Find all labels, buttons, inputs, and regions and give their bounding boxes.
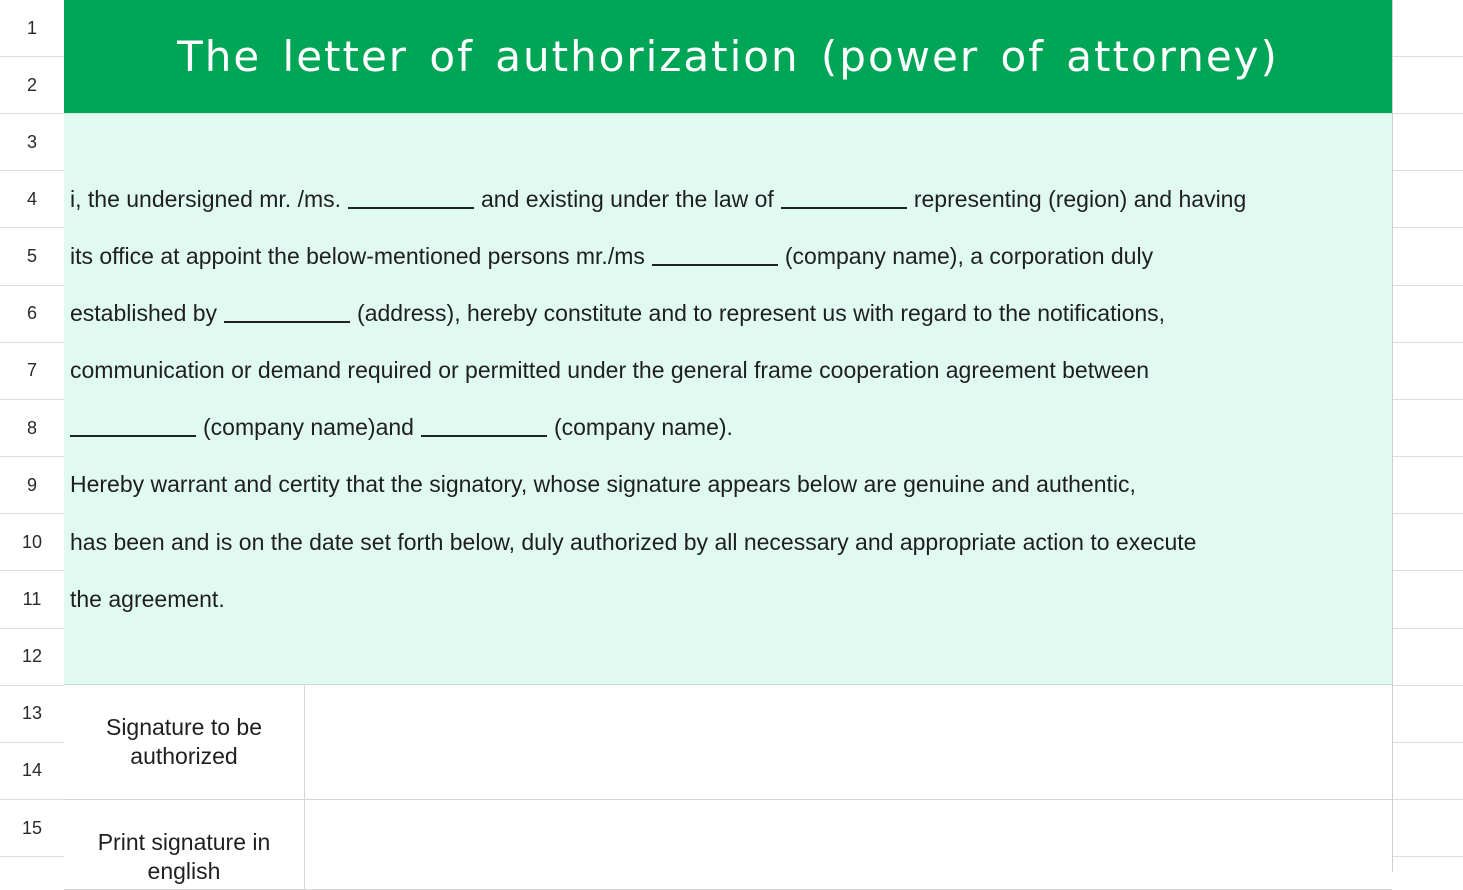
row-number[interactable]: 4: [0, 171, 64, 228]
grid-cell[interactable]: [1393, 743, 1463, 800]
row-number[interactable]: 5: [0, 229, 64, 286]
grid-cell[interactable]: [1393, 0, 1463, 57]
print-signature-label-cell[interactable]: [64, 800, 305, 890]
row-number[interactable]: 10: [0, 514, 64, 571]
blank-field[interactable]: [224, 305, 350, 323]
line-text: Hereby warrant and certity that the signatory, whose signature appears below are genuine and authentic,: [70, 471, 1136, 497]
text-line-7: [70, 514, 1196, 571]
signature-value-cell[interactable]: [305, 685, 1392, 800]
grid-cell[interactable]: [1393, 286, 1463, 343]
row-number[interactable]: 13: [0, 686, 64, 743]
text-line-8: [70, 571, 225, 628]
line-text: (company name), a corporation duly: [784, 243, 1154, 269]
grid-cell[interactable]: [1393, 229, 1463, 286]
grid-cell[interactable]: [1393, 400, 1463, 457]
grid-cell[interactable]: [1393, 800, 1463, 857]
line-text: representing (region) and having: [913, 186, 1247, 212]
text-line-1: [70, 171, 1246, 228]
line-text: (company name)and: [203, 414, 414, 440]
line-text: and existing under the law of: [481, 186, 774, 212]
signature-label-cell[interactable]: [64, 685, 305, 800]
grid-cell[interactable]: [1393, 629, 1463, 686]
blank-field[interactable]: [421, 419, 547, 437]
grid-cell[interactable]: [1393, 114, 1463, 171]
grid-cell[interactable]: [1393, 57, 1463, 114]
signature-label: Signature to be authorized: [105, 714, 262, 769]
line-text: the agreement.: [70, 586, 225, 612]
row-number[interactable]: 14: [0, 743, 64, 800]
title-cell[interactable]: [64, 0, 1392, 113]
row-number[interactable]: 7: [0, 343, 64, 400]
text-line-3: [70, 285, 1165, 342]
blank-field[interactable]: [652, 248, 778, 266]
row-number[interactable]: 9: [0, 457, 64, 514]
text-line-4: [70, 342, 1149, 399]
blank-field[interactable]: [348, 191, 474, 209]
document-title: The letter of authorization (power of attorney): [177, 32, 1279, 81]
grid-cell[interactable]: [1393, 572, 1463, 629]
grid-cell[interactable]: [1393, 514, 1463, 571]
row-number[interactable]: 12: [0, 629, 64, 686]
line-text: communication or demand required or permitted under the general frame cooperation agreement between: [70, 357, 1150, 383]
blank-field[interactable]: [781, 191, 907, 209]
print-signature-label: Print signature in english: [97, 829, 271, 884]
row-number[interactable]: 11: [0, 572, 64, 629]
grid-cell[interactable]: [1393, 343, 1463, 400]
row-number[interactable]: 1: [0, 0, 64, 57]
row-number[interactable]: 6: [0, 286, 64, 343]
line-text: (address), hereby constitute and to represent us with regard to the notifications,: [357, 300, 1166, 326]
print-signature-value-cell[interactable]: [305, 800, 1392, 890]
line-text: has been and is on the date set forth below, duly authorized by all necessary and appropriate action to execute: [70, 529, 1197, 555]
row-number[interactable]: 2: [0, 57, 64, 114]
text-line-5: [70, 399, 733, 456]
row-number[interactable]: 3: [0, 114, 64, 171]
grid-cell[interactable]: [1393, 171, 1463, 228]
text-line-2: [70, 228, 1153, 285]
line-text: its office at appoint the below-mentioned persons mr./ms: [70, 243, 645, 269]
row-number[interactable]: 15: [0, 800, 64, 857]
blank-field[interactable]: [70, 419, 196, 437]
grid-cell[interactable]: [1393, 686, 1463, 743]
row-number[interactable]: 8: [0, 400, 64, 457]
line-text: i, the undersigned mr. /ms.: [70, 186, 342, 212]
text-line-6: [70, 456, 1136, 513]
line-text: (company name).: [553, 414, 733, 440]
line-text: established by: [70, 300, 218, 326]
grid-cell[interactable]: [1393, 457, 1463, 514]
